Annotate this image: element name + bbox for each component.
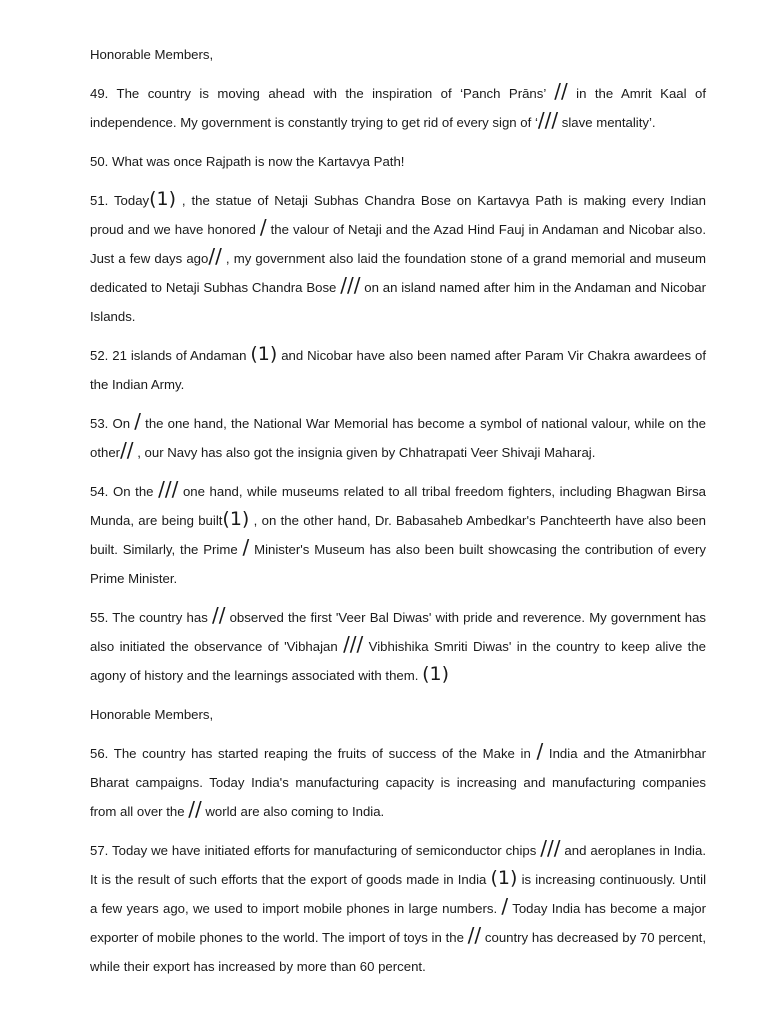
paragraph-text: 50. What was once Rajpath is now the Kartavya Path! [90, 154, 405, 169]
paragraph-text: 57. Today we have initiated efforts for manufacturing of semiconductor chips [90, 843, 541, 858]
paragraph-text: on an island named after him in the Andaman and Nicobar Islands. [90, 280, 706, 324]
paragraph-text: and aeroplanes in India. It is the result of such efforts that the export of goods made in India [90, 843, 706, 887]
annotation-mark: / [536, 739, 544, 763]
paragraph-text: and Nicobar have also been named after Param Vir Chakra awardees of the Indian Army. [90, 348, 706, 392]
paragraph-text: Minister's Museum has also been built showcasing the contribution of every Prime Minister. [90, 542, 706, 586]
paragraph-p49 [90, 79, 706, 137]
paragraph-text: Today India has become a major exporter of mobile phones to the world. The import of toys in the [90, 901, 706, 945]
annotation-mark: /// [540, 836, 561, 860]
paragraph-text: the one hand, the National War Memorial has become a symbol of national valour, while on the other [90, 416, 706, 460]
paragraph-text: 53. On [90, 416, 135, 431]
paragraph-text: India and the Atmanirbhar Bharat campaigns. Today India's manufacturing capacity is increasing and manufacturing companies from all over the [90, 746, 706, 819]
paragraph-text: 51. Today [90, 193, 150, 208]
annotation-mark: / [134, 409, 141, 433]
paragraph-text: in the Amrit Kaal of independence. My government is constantly trying to get rid of every sign of ‘ [90, 86, 706, 130]
annotation-mark: // [188, 797, 202, 821]
annotation-mark: (1) [490, 867, 518, 889]
paragraph-text: slave mentality’. [558, 115, 656, 130]
paragraph-text: 55. The country has [90, 610, 212, 625]
paragraph-text: observed the first 'Veer Bal Diwas' with pride and reverence. My government has also initiated the observance of 'Vibhajan [90, 610, 706, 654]
paragraph-p57 [90, 836, 706, 981]
annotation-mark: (1) [149, 188, 177, 210]
annotation-mark: // [467, 923, 482, 947]
annotation-mark: // [211, 603, 226, 627]
paragraph-hm1 [90, 40, 706, 69]
annotation-mark: / [259, 215, 267, 239]
paragraph-p51 [90, 186, 706, 331]
paragraph-p50 [90, 147, 706, 176]
annotation-mark: // [120, 438, 134, 462]
annotation-mark: // [554, 79, 568, 103]
annotation-mark: / [501, 894, 509, 918]
annotation-mark: // [208, 244, 222, 268]
annotation-mark: /// [343, 632, 364, 656]
paragraph-text: 49. The country is moving ahead with the inspiration of ‘Panch Prāns’ [90, 86, 555, 101]
annotation-mark: (1) [222, 508, 250, 530]
paragraph-text: one hand, while museums related to all tribal freedom fighters, including Bhagwan Birsa Munda, are being built [90, 484, 707, 528]
paragraph-text: Honorable Members, [90, 707, 214, 722]
paragraph-text: 54. On the [90, 484, 159, 499]
annotation-mark: /// [537, 108, 559, 132]
paragraph-text: Honorable Members, [90, 47, 214, 62]
paragraph-p55 [90, 603, 706, 690]
paragraph-p54 [90, 477, 706, 593]
annotation-mark: /// [340, 273, 361, 297]
paragraph-p52 [90, 341, 706, 399]
paragraph-p53 [90, 409, 706, 467]
paragraph-text: 52. 21 islands of Andaman [90, 348, 251, 363]
paragraph-text: , the statue of Netaji Subhas Chandra Bose on Kartavya Path is making every Indian proud and we have honored [90, 193, 706, 237]
paragraph-p56 [90, 739, 706, 826]
paragraph-text: is increasing continuously. Until a few years ago, we used to import mobile phones in large numbers. [90, 872, 706, 916]
paragraph-text: , on the other hand, Dr. Babasaheb Ambedkar's Panchteerth have also been built. Similarly, the Prime [90, 513, 707, 557]
paragraph-text: country has decreased by 70 percent, while their export has increased by more than 60 percent. [90, 930, 706, 974]
annotation-mark: / [242, 535, 250, 559]
annotation-mark: /// [158, 477, 179, 501]
paragraph-text: , my government also laid the foundation stone of a grand memorial and museum dedicated to Netaji Subhas Chandra Bose [90, 251, 706, 295]
annotation-mark: (1) [250, 343, 278, 365]
paragraph-text: , our Navy has also got the insignia given by Chhatrapati Veer Shivaji Maharaj. [133, 445, 596, 460]
annotation-mark: (1) [422, 663, 449, 685]
paragraph-text: 56. The country has started reaping the fruits of success of the Make in [90, 746, 537, 761]
paragraph-text: the valour of Netaji and the Azad Hind Fauj in Andaman and Nicobar also. Just a few days ago [90, 222, 706, 266]
paragraph-hm2 [90, 700, 706, 729]
paragraph-text: Vibhishika Smriti Diwas' in the country to keep alive the agony of history and the learnings associated with them. [90, 639, 706, 683]
paragraph-text: world are also coming to India. [201, 804, 385, 819]
